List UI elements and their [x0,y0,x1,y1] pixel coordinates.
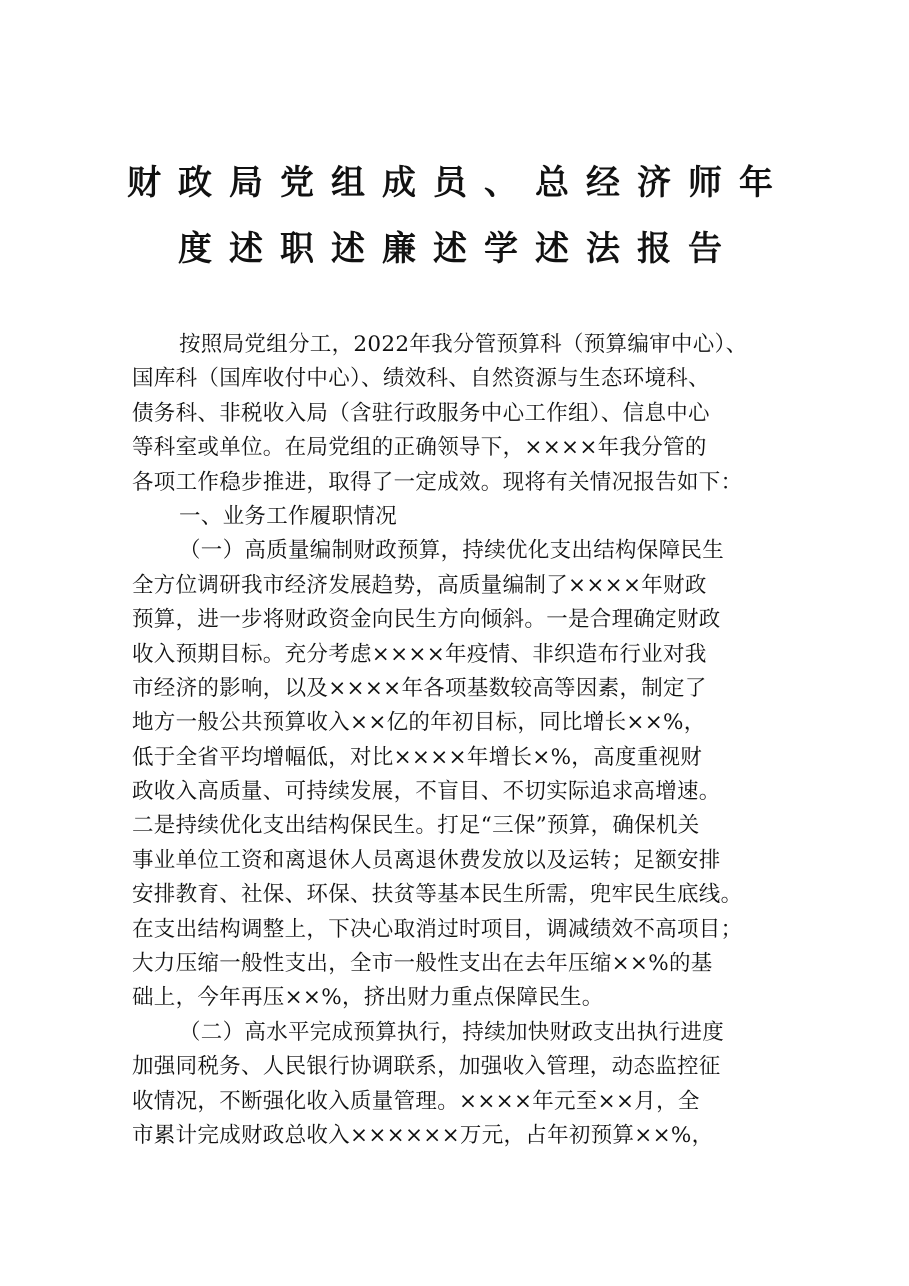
body-line: 预算，进一步将财政资金向民生方向倾斜。一是合理确定财政 [132,607,721,633]
body-line: 二是持续优化支出结构保民生。打足“三保”预算，确保机关 [132,813,700,839]
body-line: 市经济的影响，以及××××年各项基数较高等因素，制定了 [132,675,707,701]
body-line: 市累计完成财政总收入××××××万元，占年初预算××%， [132,1122,714,1148]
body-line: 国库科（国库收付中心）、绩效科、自然资源与生态环境科、 [132,366,710,392]
body-line: 政收入高质量、可持续发展，不盲目、不切实际追求高增速。 [132,779,721,805]
body-line: 大力压缩一般性支出，全市一般性支出在去年压缩××%的基 [132,951,713,977]
body-line: 各项工作稳步推进，取得了一定成效。现将有关情况报告如下： [132,469,743,495]
body-line: 事业单位工资和离退休人员离退休费发放以及运转；足额安排 [132,847,721,873]
document-title-line-1: 财政局党组成员、总经济师年 [127,163,790,203]
body-line: 一、业务工作履职情况 [179,503,398,529]
body-line: 在支出结构调整上，下决心取消过时项目，调减绩效不高项目； [132,916,743,942]
body-line: 收情况，不断强化收入质量管理。××××年元至××月，全 [132,1088,700,1114]
body-line: 础上，今年再压××%，挤出财力重点保障民生。 [132,985,604,1011]
body-line: 地方一般公共预算收入××亿的年初目标，同比增长××%， [132,710,706,736]
body-line: 等科室或单位。在局党组的正确领导下，××××年我分管的 [132,435,707,461]
body-line: （二）高水平完成预算执行，持续加快财政支出执行进度 [179,1019,725,1045]
body-line: 安排教育、社保、环保、扶贫等基本民生所需，兜牢民生底线。 [132,882,743,908]
body-line: 加强同税务、人民银行协调联系，加强收入管理，动态监控征 [132,1054,721,1080]
document-body [132,328,792,1153]
body-line: 按照局党组分工，2022年我分管预算科（预算编审中心）、 [179,332,748,357]
body-line: 全方位调研我市经济发展趋势，高质量编制了××××年财政 [132,572,707,598]
body-line: （一）高质量编制财政预算，持续优化支出结构保障民生 [179,538,725,564]
body-line: 收入预期目标。充分考虑××××年疫情、非织造布行业对我 [132,641,707,667]
body-line: 低于全省平均增幅低，对比××××年增长×%，高度重视财 [132,744,703,770]
document-title-line-2: 度述职述廉述学述法报告 [178,229,739,269]
body-line: 债务科、非税收入局（含驻行政服务中心工作组）、信息中心 [132,400,710,426]
